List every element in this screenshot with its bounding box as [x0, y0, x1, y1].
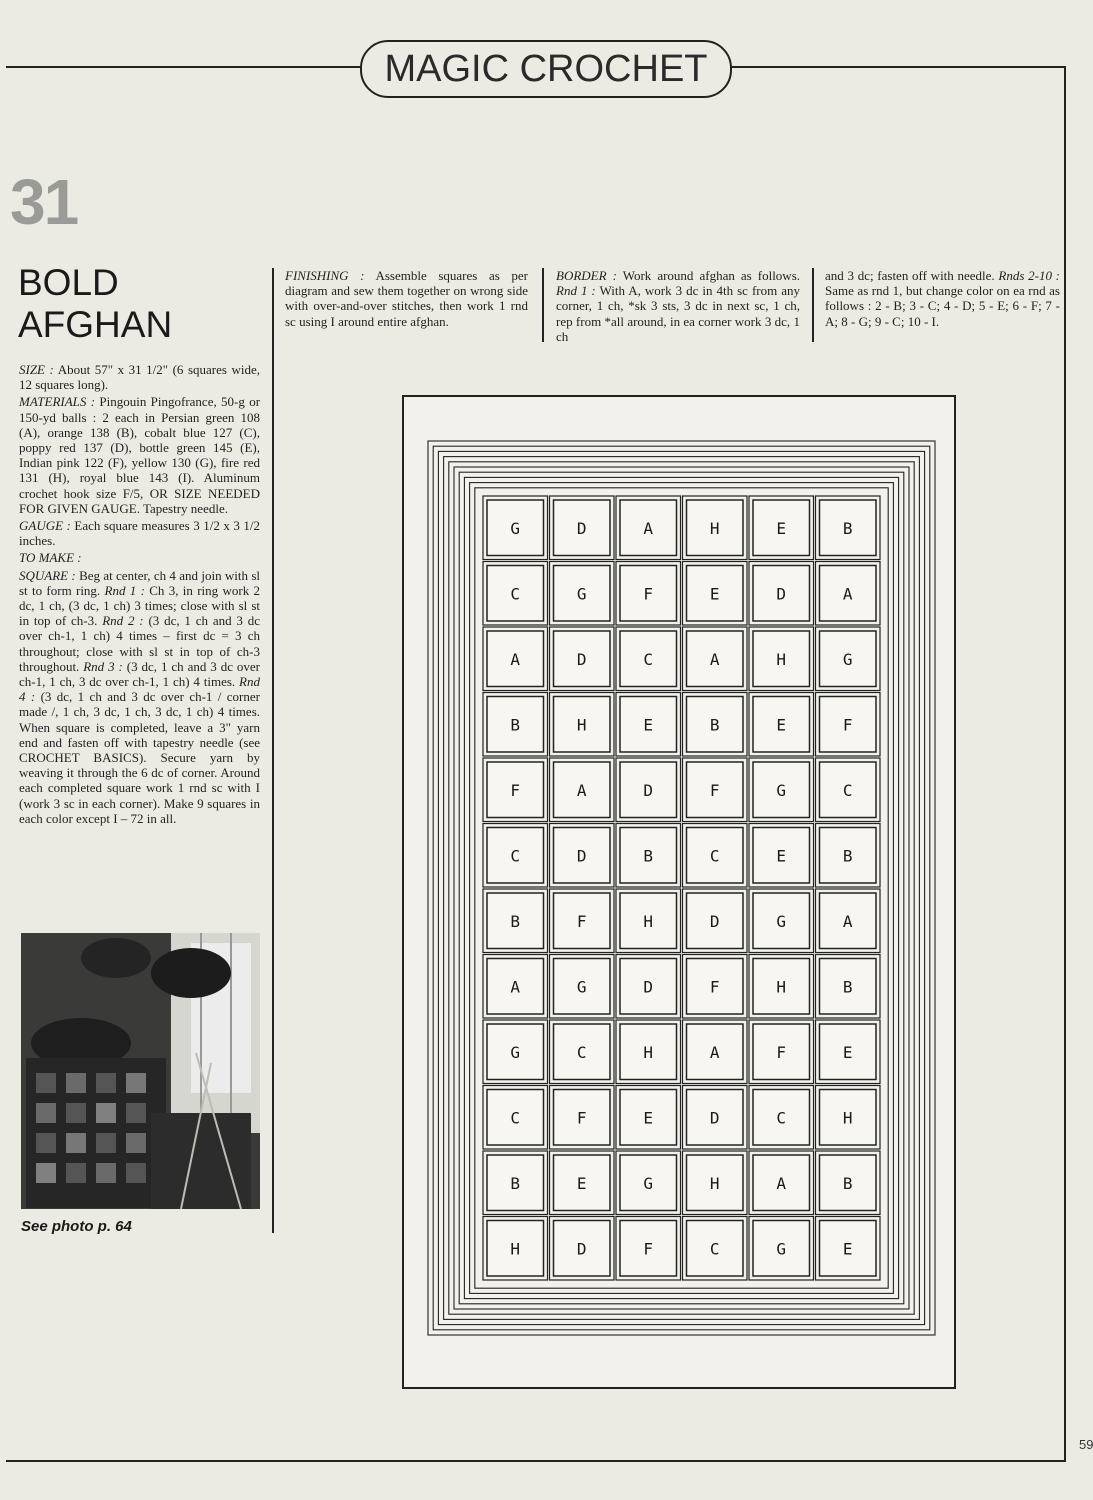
afghan-diagram — [402, 395, 956, 1389]
square-text: Beg at center, ch 4 and join with sl st to form ring. — [19, 567, 260, 598]
square-color-letter: H — [709, 518, 720, 538]
square-color-letter: H — [776, 977, 787, 997]
column-divider-3 — [812, 268, 814, 342]
square-color-letter: D — [576, 1239, 587, 1259]
photo-caption: See photo p. 64 — [21, 1218, 132, 1235]
square-color-letter: H — [709, 1173, 720, 1193]
square-color-letter: B — [842, 1173, 853, 1193]
pattern-number: 31 — [10, 166, 78, 238]
square-color-letter: B — [842, 846, 853, 866]
size-text: About 57" x 31 1/2" (6 squares wide, 12 squares long). — [19, 362, 260, 393]
square-color-letter: D — [576, 518, 587, 538]
materials-text: Pingouin Pingofrance, 50-g or 150-yd balls : 2 each in Persian green 108 (A), orange 138 (B), cobalt blue 127 (C), poppy red 137 (D), bottle green 145 (E), Indian pink 122 (F), yellow 130 (G), fire red 131 (H), royal blue 143 (I). Aluminum crochet hook size F/5, OR SIZE NEEDED FOR GIVEN GAUGE. Tapestry needle. — [19, 394, 261, 516]
border-label: BORDER : — [556, 268, 617, 283]
square-color-letter: C — [510, 846, 521, 866]
rnd4-text: (3 dc, 1 ch and 3 dc over ch-1 / corner made /, 1 ch, 3 dc, 1 ch, 3 dc, 1 ch) 4 times. When square is completed, leave a 3" yarn end and fasten off with tapestry needle (see CROCHET BASICS). Secure yarn by weaving it through the 6 dc of corner. Around each completed square work 1 rnd sc with I (work 3 sc in each corner). Make 9 squares in each color except I – 72 in all. — [19, 689, 260, 826]
square-color-letter: G — [510, 518, 521, 538]
header-badge — [360, 40, 732, 98]
border-text: Work around afghan as follows. — [622, 268, 801, 283]
square-color-letter: D — [576, 846, 587, 866]
gauge-text: Each square measures 3 1/2 x 3 1/2 inches. — [19, 518, 260, 549]
rnd3-text: (3 dc, 1 ch and 3 dc over ch-1, 1 ch, 3 dc over ch-1, 1 ch) 4 times. — [19, 658, 260, 690]
square-color-letter: G — [576, 584, 587, 604]
square-color-letter: H — [643, 1042, 654, 1062]
header-title: MAGIC CROCHET — [384, 47, 708, 90]
border-column — [556, 268, 800, 344]
square-color-letter: A — [776, 1173, 787, 1193]
border-cont-text: and 3 dc; fasten off with needle. — [825, 268, 995, 283]
square-color-letter: A — [576, 780, 587, 800]
square-color-letter: E — [776, 518, 787, 538]
materials-paragraph — [19, 394, 260, 516]
square-color-letter: F — [576, 1108, 587, 1128]
square-color-letter: D — [709, 911, 720, 931]
square-color-letter: B — [643, 846, 654, 866]
square-color-letter: F — [709, 977, 720, 997]
square-color-letter: C — [576, 1042, 587, 1062]
column-divider-left — [272, 268, 274, 1233]
border-continued-column — [825, 268, 1060, 329]
square-color-letter: B — [709, 715, 720, 735]
square-color-letter: A — [643, 518, 654, 538]
square-color-letter: C — [776, 1108, 787, 1128]
square-color-letter: A — [842, 911, 853, 931]
square-color-letter: F — [643, 1239, 654, 1259]
afghan-photo-image — [21, 933, 260, 1209]
border-rnd1-label: Rnd 1 : — [556, 283, 596, 299]
square-color-letter: H — [576, 715, 587, 735]
rnd3-label: Rnd 3 : — [83, 658, 123, 674]
square-color-letter: E — [643, 1108, 654, 1128]
square-color-letter: H — [510, 1239, 521, 1259]
size-label: SIZE : — [19, 362, 54, 377]
rnd1-label: Rnd 1 : — [104, 582, 145, 598]
square-color-letter: F — [510, 780, 521, 800]
square-color-letter: E — [776, 715, 787, 735]
square-color-letter: E — [842, 1239, 853, 1259]
square-color-letter: A — [510, 649, 521, 669]
square-grid — [483, 496, 880, 1280]
afghan-photo — [21, 933, 260, 1209]
to-make-heading — [19, 550, 260, 565]
square-color-letter: G — [776, 911, 787, 931]
square-color-letter: G — [510, 1042, 521, 1062]
finishing-text: Assemble squares as per diagram and sew them together on wrong side with over-and-over stitches, then work 1 rnd sc using I around entire afghan. — [285, 268, 528, 329]
to-make-label: TO MAKE : — [19, 550, 82, 566]
square-color-letter: H — [776, 649, 787, 669]
square-color-letter: C — [510, 584, 521, 604]
square-color-letter: D — [776, 584, 787, 604]
square-color-letter: B — [842, 977, 853, 997]
rnd2-text: (3 dc, 1 ch and 3 dc over ch-1, 1 ch) 4 times – first dc = 3 ch throughout; close with sl st in top of ch-3 throughout. — [19, 613, 261, 674]
square-color-letter: A — [510, 977, 521, 997]
square-color-letter: A — [709, 1042, 720, 1062]
square-color-letter: F — [709, 780, 720, 800]
square-color-letter: G — [842, 649, 853, 669]
square-color-letter: C — [510, 1108, 521, 1128]
pattern-title — [18, 262, 268, 346]
square-color-letter: E — [709, 584, 720, 604]
square-color-letter: H — [643, 911, 654, 931]
square-color-letter: F — [643, 584, 654, 604]
square-color-letter: D — [709, 1108, 720, 1128]
square-color-letter: C — [709, 846, 720, 866]
square-color-letter: D — [576, 649, 587, 669]
square-color-letter: B — [510, 715, 521, 735]
square-color-letter: E — [776, 846, 787, 866]
gauge-label: GAUGE : — [19, 518, 71, 534]
square-paragraph — [19, 568, 260, 826]
square-color-letter: F — [776, 1042, 787, 1062]
finishing-column — [285, 268, 528, 329]
page-number: 59 — [1079, 1437, 1093, 1452]
square-color-letter: E — [643, 715, 654, 735]
square-color-letter: E — [576, 1173, 587, 1193]
border-rnds-text: Same as rnd 1, but change color on ea rnd as follows : 2 - B; 3 - C; 4 - D; 5 - E; 6 - F; 7 - A; 8 - G; 9 - C; 10 - I. — [825, 283, 1060, 329]
square-color-letter: E — [842, 1042, 853, 1062]
square-color-letter: G — [776, 1239, 787, 1259]
square-color-letter: G — [576, 977, 587, 997]
finishing-label: FINISHING : — [285, 268, 365, 283]
border-rnd1-text: With A, work 3 dc in 4th sc from any corner, 1 ch, *sk 3 sts, 3 dc in next sc, 1 ch, rep from *all around, in ea corner work 3 dc, 1 ch — [556, 283, 800, 344]
rnd2-label: Rnd 2 : — [102, 613, 144, 629]
square-color-letter: B — [842, 518, 853, 538]
square-color-letter: C — [709, 1239, 720, 1259]
square-color-letter: B — [510, 1173, 521, 1193]
square-color-letter: C — [842, 780, 853, 800]
square-color-letter: F — [842, 715, 853, 735]
square-color-letter: A — [709, 649, 720, 669]
materials-label: MATERIALS : — [19, 394, 96, 410]
column-divider-2 — [542, 268, 544, 342]
rnd1-text: Ch 3, in ring work 2 dc, 1 ch, (3 dc, 1 ch) 3 times; close with sl st in top of ch-3. — [19, 582, 261, 629]
pattern-title-line2: AFGHAN — [18, 304, 173, 345]
square-label: SQUARE : — [19, 567, 76, 583]
square-color-letter: G — [643, 1173, 654, 1193]
border-rnds-label: Rnds 2-10 : — [998, 268, 1060, 283]
square-color-letter: D — [643, 977, 654, 997]
afghan-diagram-svg — [404, 397, 954, 1387]
square-color-letter: H — [842, 1108, 853, 1128]
square-color-letter: A — [842, 584, 853, 604]
rnd4-label: Rnd 4 : — [19, 674, 260, 705]
square-color-letter: G — [776, 780, 787, 800]
square-color-letter: D — [643, 780, 654, 800]
size-paragraph — [19, 362, 260, 392]
instructions-left-column — [19, 362, 260, 826]
pattern-title-line1: BOLD — [18, 262, 119, 303]
square-color-letter: F — [576, 911, 587, 931]
square-color-letter: B — [510, 911, 521, 931]
square-color-letter: C — [643, 649, 654, 669]
gauge-paragraph — [19, 518, 260, 548]
